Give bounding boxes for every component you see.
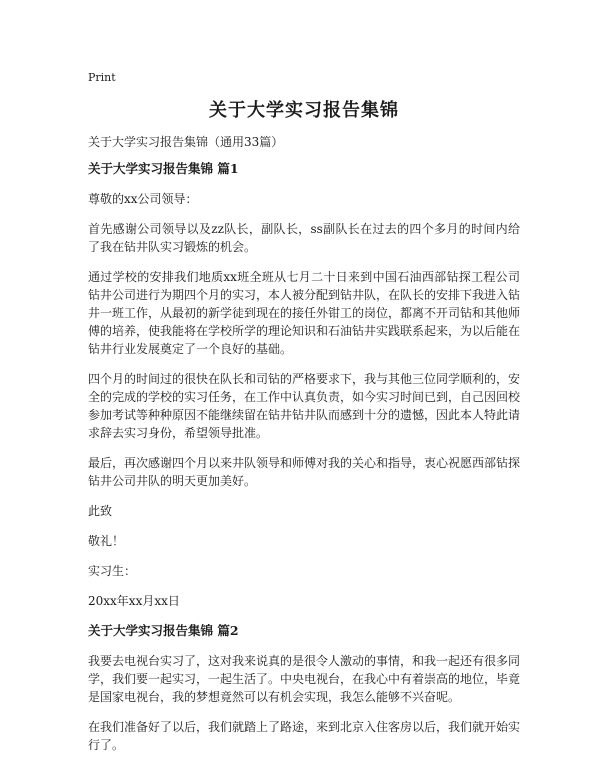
- page-title: 关于大学实习报告集锦: [209, 100, 399, 121]
- print-link[interactable]: Print: [88, 71, 116, 84]
- section-heading-2: 关于大学实习报告集锦 篇2: [88, 623, 239, 638]
- closing-line: 敬礼！: [88, 534, 125, 548]
- paragraph: 我要去电视台实习了，这对我来说真的是很令人激动的事情，和我一起还有很多同学，我们要一起实习，一起生活了。中央电视台，在我心中有着崇高的地位，毕竟是国家电视台，我的梦想竟然可以有机会实现，我怎么能够不兴奋呢。: [88, 654, 521, 704]
- document-subtitle: 关于大学实习报告集锦（通用33篇）: [88, 135, 284, 149]
- date-line: 20xx年xx月xx日: [88, 594, 180, 608]
- paragraph: 四个月的时间过的很快在队长和司钻的严格要求下，我与其他三位同学顺利的，安全的完成的学校的实习任务，在工作中认真负责，如今实习时间已到，自己因回校参加考试等种种原因不能继续留在钻井钻井队而感到十分的遗憾，因此本人特此请求辞去实习身份，希望领导批准。: [88, 372, 521, 440]
- paragraph: 在我们准备好了以后，我们就踏上了路途，来到北京入住客房以后，我们就开始实行了。: [88, 720, 521, 752]
- signature-line: 实习生：: [88, 564, 137, 578]
- paragraph: 最后，再次感谢四个月以来井队领导和师傅对我的关心和指导，衷心祝愿西部钻探钻井公司井队的明天更加美好。: [88, 456, 521, 488]
- section-heading-1: 关于大学实习报告集锦 篇1: [88, 161, 239, 176]
- paragraph: 通过学校的安排我们地质xx班全班从七月二十日来到中国石油西部钻探工程公司钻井公司进行为期四个月的实习，本人被分配到钻井队，在队长的安排下我进入钻井一班工作，从最初的新学徒到现在的接任外钳工的岗位，都离不开司钻和其他师傅的培养，使我能将在学校所学的理论知识和石油钻井实践联系起来，为以后能在钻井行业发展奠定了一个良好的基础。: [88, 270, 521, 356]
- salutation: 尊敬的xx公司领导：: [88, 192, 198, 206]
- document-body: [88, 160, 520, 766]
- paragraph: 首先感谢公司领导以及zz队长，副队长，ss副队长在过去的四个多月的时间内给了我在钻井队实习锻炼的机会。: [88, 222, 520, 254]
- closing-line: 此致: [88, 504, 113, 518]
